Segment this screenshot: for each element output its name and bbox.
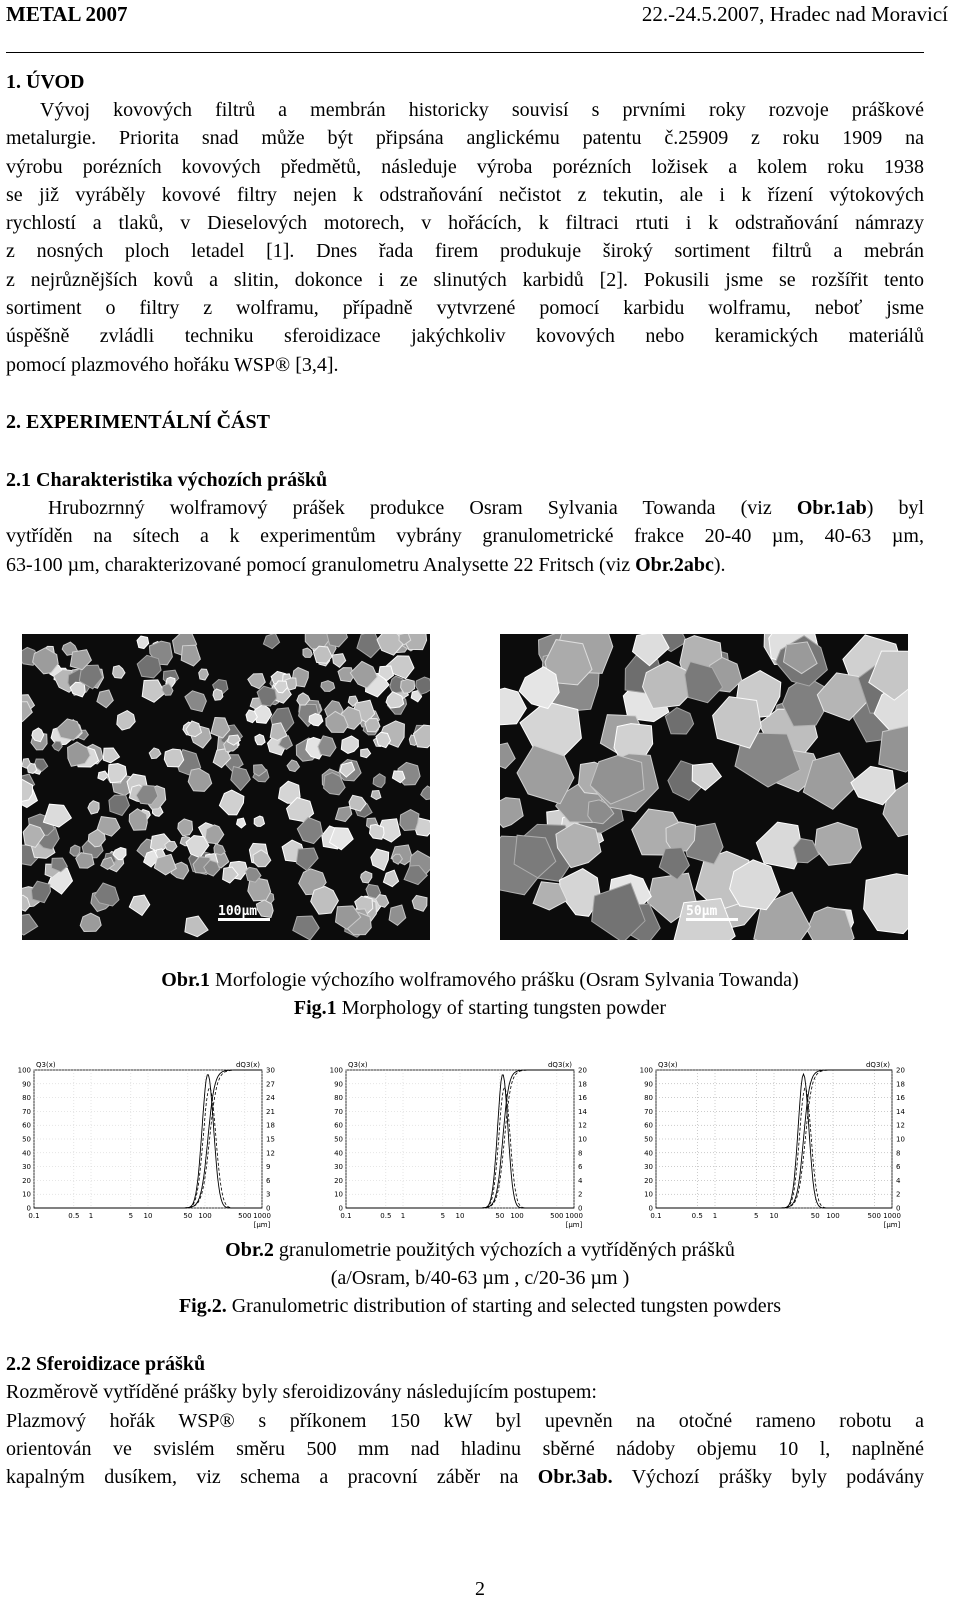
y-tick-label: 70	[644, 1107, 653, 1116]
x-tick-label: 50	[183, 1212, 193, 1220]
paragraph-line: Vývoj kovových filtrů a membrán historicky souvisí s prvními roky rozvoje práškové	[40, 99, 924, 121]
conference-date-place: 22.-24.5.2007, Hradec nad Moravicí	[641, 2, 948, 26]
y-tick-label: 0	[338, 1204, 343, 1213]
y2-tick-label: 6	[266, 1176, 271, 1185]
text-run: ).	[713, 553, 726, 576]
section-2-2	[6, 1350, 924, 1407]
particle	[500, 798, 523, 828]
text-run: Výchozí prášky byly podávány	[612, 1466, 924, 1489]
particle	[113, 666, 125, 679]
particle	[219, 790, 244, 815]
particle	[181, 645, 200, 666]
caption-label: Fig.1	[293, 997, 337, 1019]
y-tick-label: 10	[334, 1190, 343, 1199]
figure-1-caption-cz	[0, 966, 960, 994]
paragraph-line: vytříděn na sítech a k experimentům vybrány granulometrické frakce 20-40 µm, 40-63 µm,	[6, 525, 924, 548]
sem-micrograph-a	[22, 634, 430, 940]
x-tick-label: 10	[143, 1212, 153, 1220]
particle	[185, 691, 207, 712]
y-axis-label: Q3(x)	[36, 1061, 56, 1069]
particle	[371, 791, 381, 800]
scale-bar-label-b: 50µm	[686, 904, 718, 919]
x-tick-label: 500	[550, 1212, 564, 1220]
particle	[371, 849, 389, 870]
paragraph-line	[6, 551, 924, 579]
figure-1-caption-en	[0, 994, 960, 1022]
particle	[254, 816, 264, 826]
x-tick-label: 10	[455, 1212, 465, 1220]
y-tick-label: 90	[334, 1080, 343, 1089]
section-2-2-heading: 2.2 Sferoidizace prášků	[6, 1353, 206, 1375]
paragraph-line: rychlostí a tlaků, v Dieselových motorech, v hořácích, k filtraci rtuti i k odstraňování námrazy	[6, 212, 924, 235]
particle	[76, 853, 94, 868]
y-tick-label: 30	[644, 1163, 653, 1172]
particle	[311, 886, 339, 914]
y-tick-label: 40	[22, 1149, 31, 1158]
y2-tick-label: 6	[896, 1163, 901, 1172]
particle	[665, 708, 693, 734]
particle	[117, 711, 135, 731]
y2-tick-label: 21	[266, 1107, 275, 1116]
particle	[255, 734, 265, 745]
particle	[815, 822, 862, 865]
particle	[400, 810, 419, 831]
graph-c-plot	[632, 1058, 922, 1230]
particle	[98, 771, 109, 780]
y2-tick-label: 16	[578, 1094, 587, 1103]
y2-tick-label: 10	[578, 1135, 587, 1144]
section-1-heading: 1. ÚVOD	[6, 71, 85, 93]
particle	[205, 825, 224, 844]
y2-tick-label: 12	[578, 1121, 587, 1130]
y-tick-label: 10	[644, 1190, 653, 1199]
y-tick-label: 100	[17, 1066, 31, 1075]
particle	[361, 749, 371, 758]
particle	[357, 634, 381, 658]
particle	[80, 913, 101, 931]
particle	[296, 848, 318, 871]
particle	[142, 680, 165, 702]
caption-label: Fig.2.	[178, 1295, 227, 1317]
graph-b-plot	[322, 1058, 604, 1230]
running-header	[6, 2, 948, 30]
y2-tick-label: 0	[578, 1204, 583, 1213]
x-tick-label: 5	[128, 1212, 134, 1220]
x-tick-label: 100	[510, 1212, 524, 1220]
particle	[365, 719, 380, 732]
y-tick-label: 60	[334, 1121, 343, 1130]
x-tick-label: 0.1	[650, 1212, 662, 1220]
y2-tick-label: 9	[266, 1163, 271, 1172]
particle	[401, 679, 415, 693]
particle	[389, 905, 406, 925]
y2-tick-label: 2	[896, 1190, 901, 1199]
x-tick-label: 0.1	[28, 1212, 40, 1220]
x-tick-label: 10	[769, 1212, 779, 1220]
particle	[165, 841, 177, 851]
y2-tick-label: 18	[266, 1121, 275, 1130]
y2-tick-label: 0	[266, 1204, 271, 1213]
particle	[879, 724, 908, 772]
particle	[287, 760, 300, 772]
particle	[327, 634, 348, 647]
section-2	[6, 408, 924, 436]
particle	[231, 767, 251, 791]
particle	[164, 749, 183, 767]
particle	[341, 736, 358, 753]
y-tick-label: 30	[22, 1163, 31, 1172]
paragraph-line	[6, 1463, 924, 1491]
y2-tick-label: 30	[266, 1066, 275, 1075]
y-tick-label: 40	[644, 1149, 653, 1158]
granulometry-graph-a	[10, 1058, 292, 1230]
y-axis-label: Q3(x)	[348, 1061, 368, 1069]
particle	[373, 774, 385, 788]
paragraph-line: se již vyráběly kovové filtry nejen k odstraňování nečistot z tekutin, ale i k řízení výtokových	[6, 183, 924, 206]
section-2-1-paragraph	[6, 494, 924, 579]
particle	[376, 732, 391, 747]
paragraph-line: Rozměrově vytříděné prášky byly sferoidizovány následujícím postupem:	[6, 1381, 597, 1404]
particle	[52, 741, 62, 751]
figure-reference: Obr.2abc	[635, 553, 714, 576]
y2-tick-label: 0	[896, 1204, 901, 1213]
y-tick-label: 50	[22, 1135, 31, 1144]
y2-tick-label: 12	[266, 1149, 275, 1158]
section-2-1-heading: 2.1 Charakteristika výchozích prášků	[6, 469, 328, 491]
particle	[178, 819, 193, 836]
particle	[214, 844, 225, 855]
y2-tick-label: 8	[578, 1149, 583, 1158]
particle	[22, 914, 38, 935]
y-tick-label: 0	[648, 1204, 653, 1213]
y2-tick-label: 15	[266, 1135, 275, 1144]
y2-tick-label: 16	[896, 1094, 905, 1103]
x-tick-label: 500	[867, 1212, 881, 1220]
figure-2-caption-en	[0, 1292, 960, 1320]
x-tick-label: 50	[495, 1212, 505, 1220]
particle	[713, 697, 762, 749]
y-tick-label: 20	[22, 1176, 31, 1185]
x-tick-label: 100	[826, 1212, 840, 1220]
particle	[864, 874, 908, 934]
text-run: ) byl	[866, 497, 924, 519]
x-unit-label: [µm]	[565, 1221, 583, 1229]
x-unit-label: [µm]	[253, 1221, 271, 1229]
header-rule	[6, 52, 924, 53]
particle	[303, 648, 312, 657]
particle	[213, 689, 223, 700]
y2-tick-label: 14	[578, 1107, 587, 1116]
density-curve-dashed	[346, 1088, 574, 1209]
y-axis-label: Q3(x)	[658, 1061, 678, 1069]
paragraph-line: výrobu porézních kovových předmětů, následuje výroba porézních ložisek a kolem roku 1938	[6, 155, 924, 178]
caption-text: Granulometric distribution of starting and selected tungsten powders	[226, 1295, 782, 1317]
y-tick-label: 20	[644, 1176, 653, 1185]
y2-tick-label: 24	[266, 1094, 275, 1103]
y-tick-label: 70	[334, 1107, 343, 1116]
y-tick-label: 0	[26, 1204, 31, 1213]
particle	[88, 801, 99, 814]
particle	[309, 714, 323, 726]
granulometry-graph-b	[322, 1058, 604, 1230]
y2-axis-label: dQ3(x)	[235, 1061, 260, 1069]
section-2-1	[6, 466, 924, 494]
particle	[188, 769, 212, 792]
x-tick-label: 500	[238, 1212, 252, 1220]
y2-axis-label: dQ3(x)	[865, 1061, 890, 1069]
caption-text: Morfologie výchozího wolframového prášku (Osram Sylvania Towanda)	[210, 969, 799, 991]
particle	[149, 748, 161, 759]
caption-text: granulometrie použitých výchozích a vytříděných prášků	[273, 1239, 735, 1261]
particle	[335, 807, 351, 822]
y-tick-label: 90	[644, 1080, 653, 1089]
particle	[97, 690, 113, 708]
x-tick-label: 1	[88, 1212, 94, 1220]
y-tick-label: 100	[329, 1066, 343, 1075]
section-2-heading: 2. EXPERIMENTÁLNÍ ČÁST	[6, 411, 270, 433]
density-curve-dashed	[34, 1088, 262, 1209]
particle	[248, 878, 271, 901]
y-tick-label: 20	[334, 1176, 343, 1185]
y-tick-label: 80	[22, 1094, 31, 1103]
particle	[199, 669, 209, 680]
particle	[412, 895, 427, 911]
paragraph-line: z nejrůznějších kovů a slitin, dokonce i ze slinutých karbidů [2]. Pokusili jsme se rozšířit tento	[6, 268, 924, 291]
y2-tick-label: 6	[578, 1163, 583, 1172]
y2-tick-label: 27	[266, 1080, 275, 1089]
x-tick-label: 5	[440, 1212, 446, 1220]
text-run: kapalným dusíkem, viz schema a pracovní záběr na	[6, 1466, 538, 1489]
page-number: 2	[475, 1578, 485, 1600]
figure-2-caption-cz	[0, 1236, 960, 1264]
micrograph-a-image	[22, 634, 430, 940]
x-tick-label: 5	[754, 1212, 759, 1220]
paragraph-line: Plazmový hořák WSP® s příkonem 150 kW byl upevněn na otočné rameno robotu a	[6, 1409, 924, 1432]
y-tick-label: 30	[334, 1163, 343, 1172]
paragraph-line: orientován ve svislém směru 500 mm nad hladinu sběrné nádoby objemu 10 l, naplněné	[6, 1437, 924, 1460]
y-tick-label: 80	[334, 1094, 343, 1103]
figure-reference: Obr.3ab.	[537, 1466, 613, 1489]
y2-tick-label: 4	[578, 1176, 583, 1185]
caption-text: Morphology of starting tungsten powder	[336, 997, 667, 1019]
y2-tick-label: 20	[896, 1066, 905, 1075]
x-tick-label: 1	[400, 1212, 406, 1220]
y2-tick-label: 18	[896, 1080, 905, 1089]
y2-tick-label: 20	[578, 1066, 587, 1075]
x-tick-label: 0.5	[380, 1212, 392, 1220]
section-1-paragraph	[6, 96, 924, 379]
graph-a-plot	[10, 1058, 292, 1230]
x-tick-label: 0.5	[68, 1212, 80, 1220]
y2-axis-label: dQ3(x)	[547, 1061, 572, 1069]
y2-tick-label: 2	[578, 1190, 583, 1199]
x-tick-label: 0.5	[691, 1212, 703, 1220]
particle	[383, 870, 398, 886]
particle	[332, 654, 345, 668]
y-tick-label: 90	[22, 1080, 31, 1089]
y2-tick-label: 12	[896, 1121, 905, 1130]
caption-label: Obr.2	[225, 1239, 274, 1261]
micrograph-b-image	[500, 634, 908, 940]
x-tick-label: 0.1	[340, 1212, 352, 1220]
y-tick-label: 60	[644, 1121, 653, 1130]
particle	[293, 916, 319, 940]
particle	[237, 818, 246, 828]
particle	[129, 895, 150, 915]
paragraph-line	[6, 494, 924, 522]
particle	[109, 795, 129, 815]
y2-tick-label: 18	[578, 1080, 587, 1089]
y2-tick-label: 10	[896, 1135, 905, 1144]
y2-tick-label: 4	[896, 1176, 901, 1185]
x-unit-label: [µm]	[883, 1221, 901, 1229]
x-tick-label: 100	[198, 1212, 212, 1220]
text-run: Hrubozrnný wolframový prášek produkce Osram Sylvania Towanda (viz	[48, 497, 797, 519]
x-tick-label: 1	[712, 1212, 718, 1220]
y-tick-label: 60	[22, 1121, 31, 1130]
y2-tick-label: 14	[896, 1107, 905, 1116]
x-tick-label: 1000	[565, 1212, 583, 1220]
conference-name: METAL 2007	[6, 2, 128, 26]
y-tick-label: 80	[644, 1094, 653, 1103]
x-tick-label: 1000	[253, 1212, 271, 1220]
particle	[421, 786, 430, 800]
caption-label: Obr.1	[161, 969, 211, 991]
y2-tick-label: 8	[896, 1149, 901, 1158]
particle	[137, 636, 149, 649]
particle	[263, 634, 279, 649]
y-tick-label: 100	[639, 1066, 653, 1075]
particle	[370, 825, 385, 840]
y-tick-label: 10	[22, 1190, 31, 1199]
y-tick-label: 70	[22, 1107, 31, 1116]
paragraph-line: pomocí plazmového hořáku WSP® [3,4].	[6, 353, 339, 376]
particle	[248, 674, 265, 689]
particle	[43, 804, 71, 827]
section-1	[6, 68, 924, 96]
granulometry-graph-c	[632, 1058, 922, 1230]
x-tick-label: 1000	[883, 1212, 901, 1220]
particle	[361, 871, 372, 883]
paragraph-line: z nosných ploch letadel [1]. Dnes řada firem produkuje široký sortiment filtrů a mebrán	[6, 240, 924, 263]
paragraph-line: sortiment o filtry z wolframu, případně vytvrzené pomocí karbidu wolframu, neboť jsme	[6, 297, 924, 320]
particle	[137, 655, 161, 678]
text-run: 63-100 µm, charakterizované pomocí granulometru Analysette 22 Fritsch (viz	[6, 553, 636, 576]
figure-reference: Obr.1ab	[796, 497, 867, 519]
particle	[318, 736, 336, 757]
y-tick-label: 40	[334, 1149, 343, 1158]
x-tick-label: 50	[810, 1212, 820, 1220]
section-2-2-paragraph	[6, 1407, 924, 1492]
particle	[185, 916, 208, 937]
sem-micrograph-b	[500, 634, 908, 940]
y-tick-label: 50	[334, 1135, 343, 1144]
scale-bar-label-a: 100µm	[218, 904, 258, 919]
paragraph-line: úspěšně zvládli techniku sferoidizace jakýchkoliv kovových nebo keramických materiálů	[6, 325, 924, 348]
particle	[31, 881, 50, 902]
paragraph-line: metalurgie. Priorita snad může být připsána anglickému patentu č.25909 z roku 1909 na	[6, 127, 924, 150]
particle	[321, 681, 335, 692]
y2-tick-label: 3	[266, 1190, 271, 1199]
figure-2-caption-cz-line2: (a/Osram, b/40-63 µm , c/20-36 µm )	[330, 1267, 630, 1289]
particle	[70, 845, 80, 856]
particle	[500, 743, 515, 769]
particle	[103, 748, 119, 763]
y-tick-label: 50	[644, 1135, 653, 1144]
